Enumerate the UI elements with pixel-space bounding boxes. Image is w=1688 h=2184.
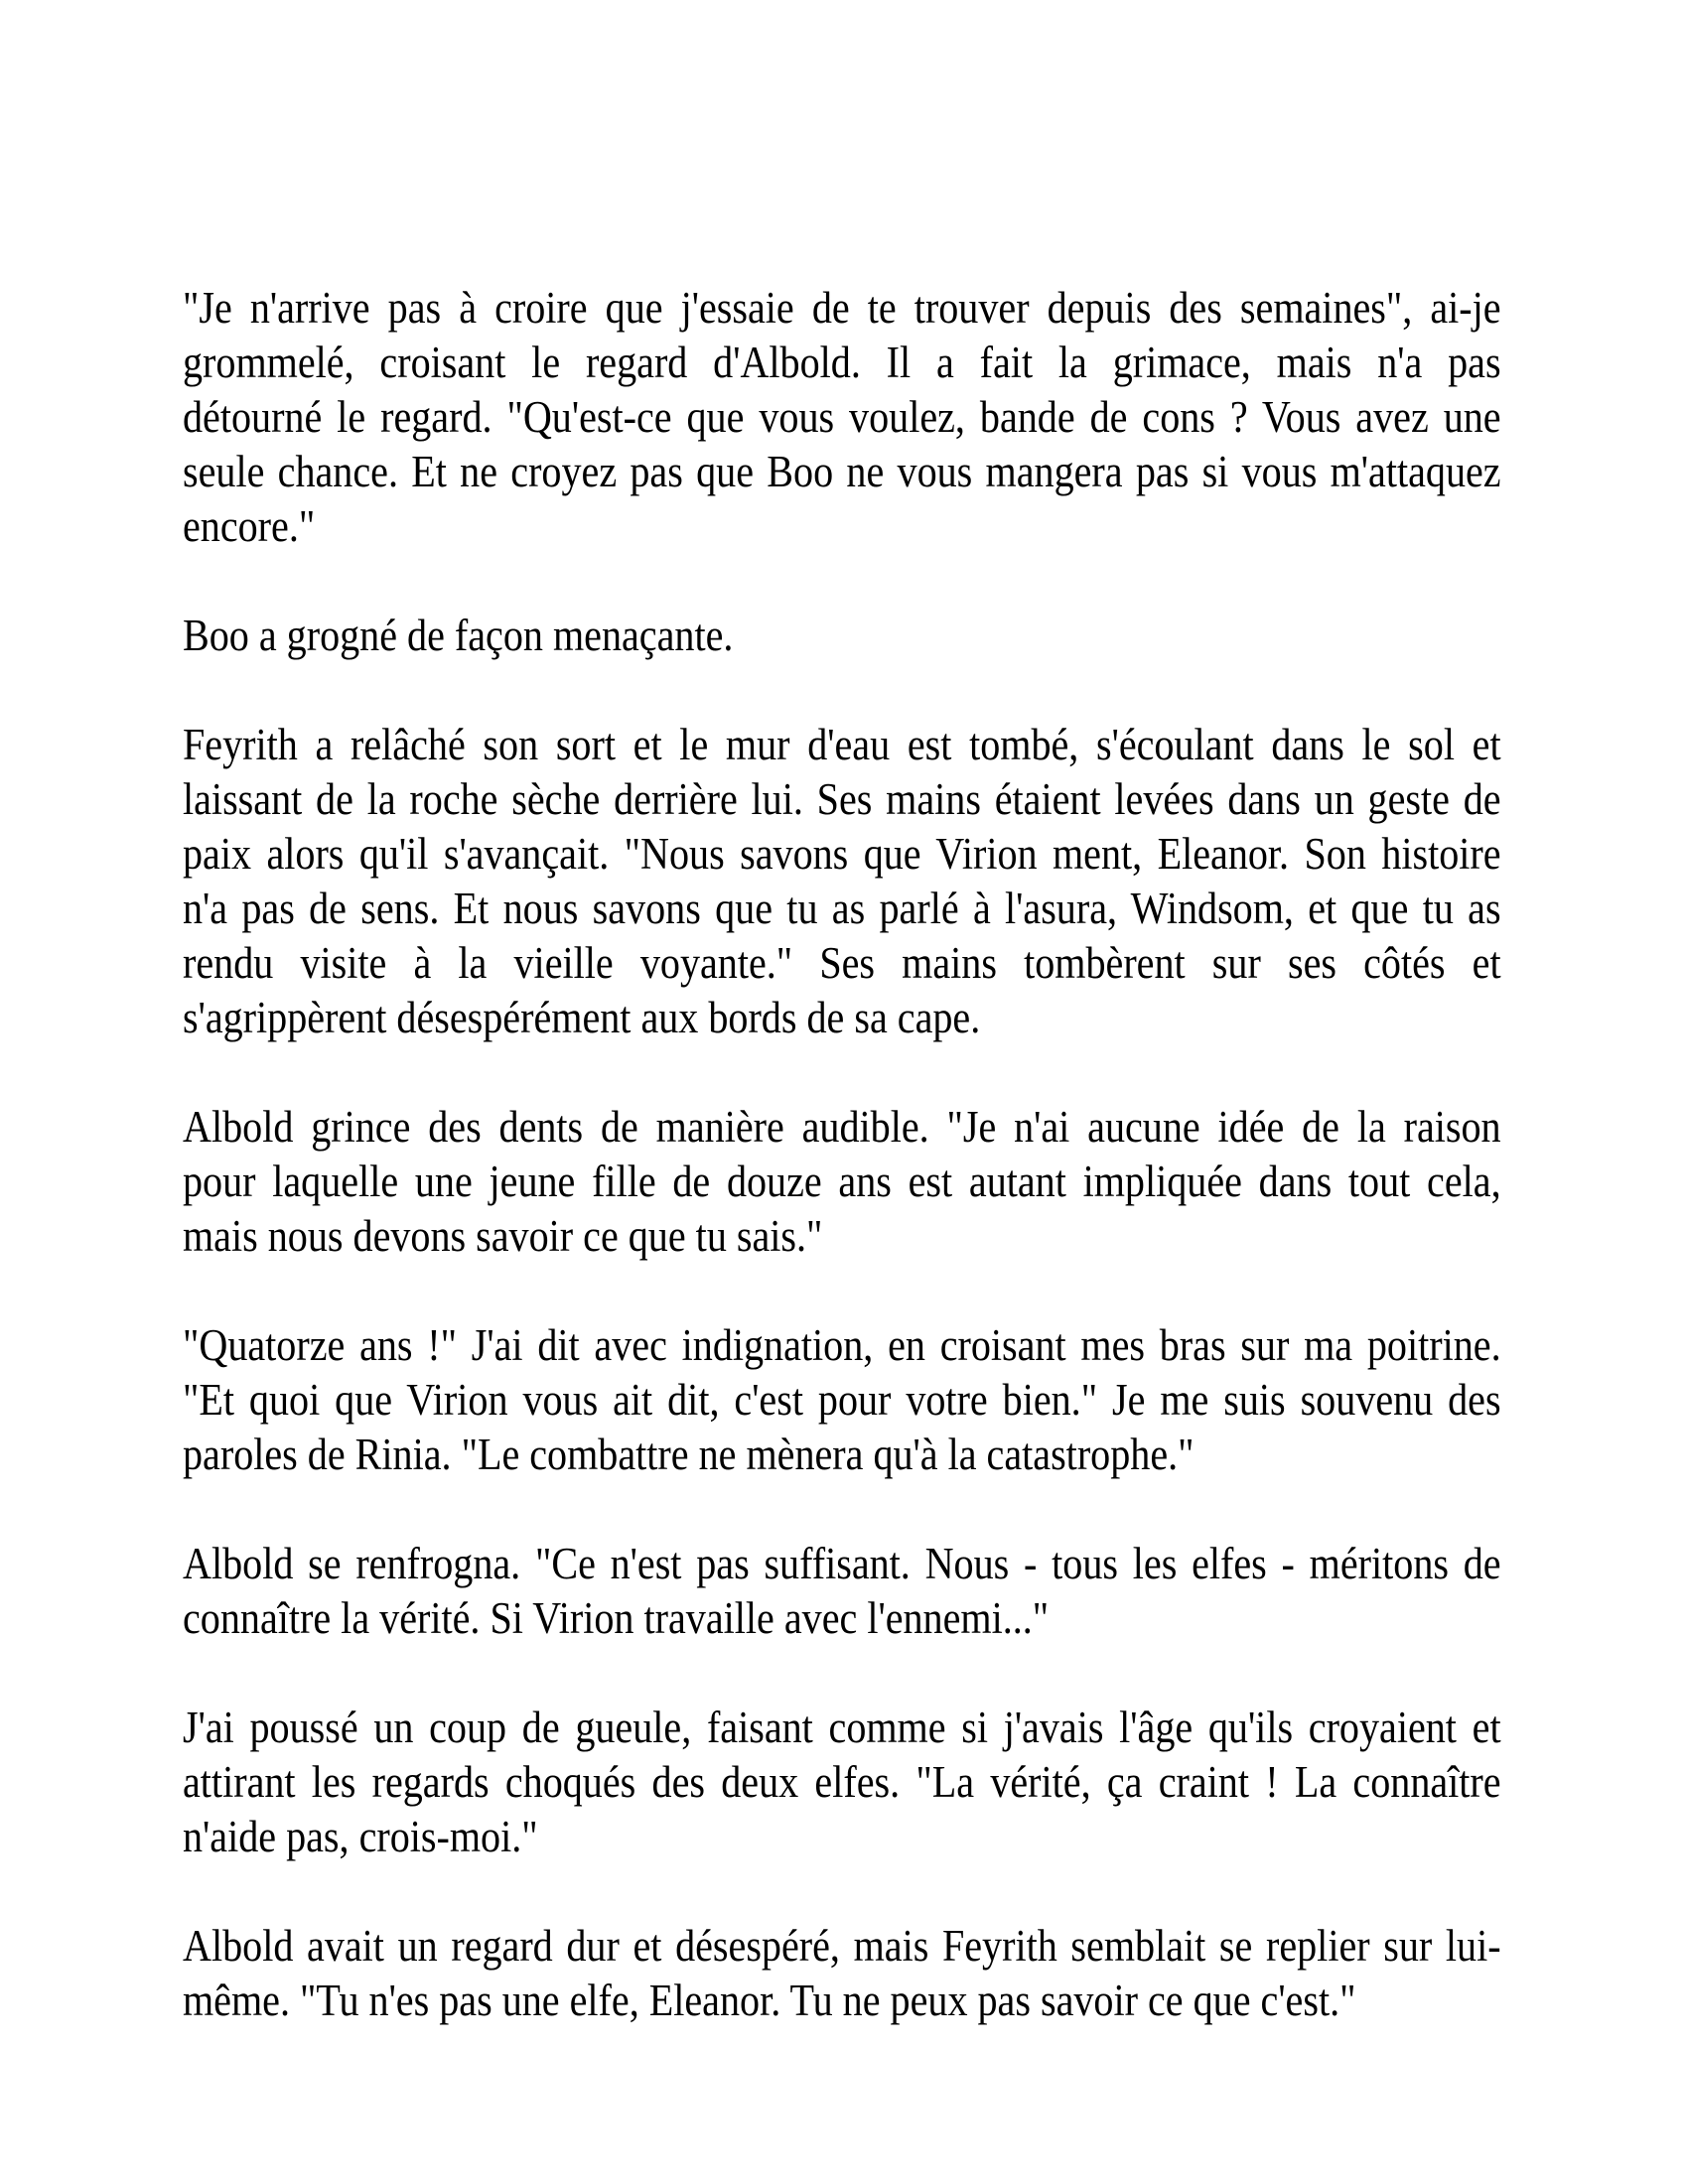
text-line: n'aide pas, crois-moi." bbox=[183, 1812, 538, 1861]
paragraph-4 bbox=[183, 1100, 1501, 1264]
text-line: attirant les regards choqués des deux elfes. "La vérité, ça craint ! La connaître bbox=[183, 1757, 1501, 1807]
text-line: "Quatorze ans !" J'ai dit avec indignation, en croisant mes bras sur ma poitrine. bbox=[183, 1320, 1501, 1370]
paragraph-5 bbox=[183, 1318, 1501, 1482]
text-line: Albold avait un regard dur et désespéré, mais Feyrith semblait se replier sur lui- bbox=[183, 1921, 1501, 1971]
paragraph-6 bbox=[183, 1537, 1501, 1646]
text-line: "Je n'arrive pas à croire que j'essaie de te trouver depuis des semaines", ai-je bbox=[183, 283, 1501, 333]
paragraph-1 bbox=[183, 281, 1501, 554]
text-line: Feyrith a relâché son sort et le mur d'eau est tombé, s'écoulant dans le sol et bbox=[183, 720, 1501, 769]
page-text-block bbox=[183, 281, 1501, 2028]
text-line: rendu visite à la vieille voyante." Ses mains tombèrent sur ses côtés et bbox=[183, 938, 1501, 988]
text-line: J'ai poussé un coup de gueule, faisant comme si j'avais l'âge qu'ils croyaient et bbox=[183, 1703, 1501, 1752]
text-line: "Et quoi que Virion vous ait dit, c'est pour votre bien." Je me suis souvenu des bbox=[183, 1375, 1501, 1425]
text-line: n'a pas de sens. Et nous savons que tu as parlé à l'asura, Windsom, et que tu as bbox=[183, 884, 1501, 933]
text-line: détourné le regard. "Qu'est-ce que vous voulez, bande de cons ? Vous avez une bbox=[183, 392, 1501, 442]
text-line: Albold grince des dents de manière audible. "Je n'ai aucune idée de la raison bbox=[183, 1102, 1501, 1152]
text-line: même. "Tu n'es pas une elfe, Eleanor. Tu ne peux pas savoir ce que c'est." bbox=[183, 1976, 1356, 2025]
paragraph-7 bbox=[183, 1701, 1501, 1864]
text-line: Boo a grogné de façon menaçante. bbox=[183, 611, 734, 660]
text-line: mais nous devons savoir ce que tu sais." bbox=[183, 1211, 823, 1261]
text-line: laissant de la roche sèche derrière lui. Ses mains étaient levées dans un geste de bbox=[183, 774, 1501, 824]
paragraph-2 bbox=[183, 609, 1501, 663]
paragraph-3 bbox=[183, 718, 1501, 1045]
text-line: connaître la vérité. Si Virion travaille avec l'ennemi..." bbox=[183, 1593, 1050, 1643]
text-line: seule chance. Et ne croyez pas que Boo ne vous mangera pas si vous m'attaquez bbox=[183, 447, 1501, 496]
paragraph-8 bbox=[183, 1919, 1501, 2028]
text-line: paroles de Rinia. "Le combattre ne mènera qu'à la catastrophe." bbox=[183, 1430, 1195, 1479]
text-line: encore." bbox=[183, 501, 316, 551]
text-line: pour laquelle une jeune fille de douze ans est autant impliquée dans tout cela, bbox=[183, 1157, 1501, 1206]
text-line: paix alors qu'il s'avançait. "Nous savons que Virion ment, Eleanor. Son histoire bbox=[183, 829, 1501, 879]
text-line: Albold se renfrogna. "Ce n'est pas suffisant. Nous - tous les elfes - méritons de bbox=[183, 1539, 1501, 1588]
text-line: s'agrippèrent désespérément aux bords de sa cape. bbox=[183, 993, 981, 1042]
text-line: grommelé, croisant le regard d'Albold. Il a fait la grimace, mais n'a pas bbox=[183, 338, 1501, 387]
